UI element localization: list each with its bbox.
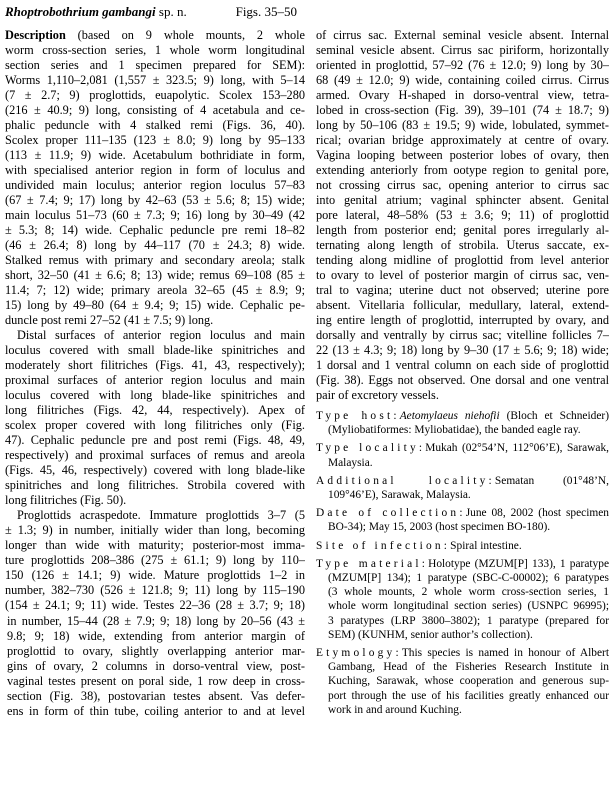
metadata-line xyxy=(316,599,609,614)
metadata-text: Sematan (01°48’N, xyxy=(494,474,609,487)
line-text: (113 ± 11.9; 9) wide. Acetabulum bothridiate in form, xyxy=(5,148,305,162)
line-text: absent. Vitellaria follicular, medullary, lateral, extend- xyxy=(316,298,609,312)
line-text: rical; ovarian bridge approximately at centre of ovary. xyxy=(316,133,609,147)
text-line xyxy=(5,373,305,388)
line-text: undivided main loculus; anterior region loculus 57–83 xyxy=(5,178,305,192)
text-line xyxy=(5,43,305,58)
text-line xyxy=(5,28,305,43)
metadata-label: Additional locality xyxy=(316,474,489,487)
text-line xyxy=(5,388,305,403)
text-line xyxy=(5,73,305,88)
text-line xyxy=(5,358,305,373)
metadata-line xyxy=(316,506,609,521)
line-text: pore lateral, 48–58% (53 ± 3.6; 9; 11) of proglottid xyxy=(316,208,609,222)
line-text: respectively) and proximal surfaces of remus and areola xyxy=(5,448,305,462)
line-text: (216 ± 40.9; 9) long, consisting of 4 acetabula and ce- xyxy=(5,103,305,117)
line-text: (154 ± 24.1; 9; 11) wide. Testes 22–36 (28 ± 3.7; 9; 18) xyxy=(5,598,305,612)
metadata-text: BO-34); May 15, 2003 (host specimen BO-180). xyxy=(328,521,551,534)
line-text: ing entire length of proglottid, interrupted by ovary, and xyxy=(316,313,609,327)
label-colon: : xyxy=(393,410,400,422)
text-line xyxy=(316,133,609,148)
text-line xyxy=(316,298,609,313)
metadata-line xyxy=(316,423,609,438)
text-line xyxy=(5,208,305,223)
text-line xyxy=(316,313,609,328)
text-line xyxy=(316,343,609,358)
metadata-text: Gambang, Head of the Fisheries Research Institute in xyxy=(328,661,609,674)
host-species: Aetomylaeus niehofii xyxy=(399,410,500,422)
metadata-line xyxy=(316,488,609,503)
line-text: proximal surfaces of anterior region loculus and main xyxy=(5,373,305,387)
line-text: Proglottids acraspedote. Immature proglottids 3–7 (5 xyxy=(17,508,305,522)
line-text: Stalked remus with primary and secondary areola; stalk xyxy=(5,253,305,267)
line-text: loculus covered with long blade-like spinitriches and xyxy=(5,388,305,402)
species-suffix: sp. n. xyxy=(158,4,187,19)
label-colon: : xyxy=(488,474,495,487)
text-line xyxy=(5,478,305,493)
species-heading xyxy=(5,4,305,19)
text-line xyxy=(5,223,305,238)
text-line xyxy=(316,358,609,373)
text-line xyxy=(5,403,305,418)
text-line xyxy=(5,553,305,568)
section-lead: Description xyxy=(5,28,66,42)
text-line xyxy=(5,448,305,463)
line-text: number, 382–730 (526 ± 121.8; 9; 11) long by 115–190 xyxy=(5,583,305,597)
line-text: Worms 1,110–2,081 (1,557 ± 323.5; 9) long, with 5–14 xyxy=(5,73,305,87)
text-line xyxy=(316,238,609,253)
species-name: Rhoptrobothrium gambangi xyxy=(5,4,156,19)
line-text: longer than wide with maturity; posterior-most imma- xyxy=(5,538,305,552)
label-colon: : xyxy=(459,507,466,520)
line-text: to ovary to level of posterior margin of cirrus sac, ven- xyxy=(316,268,609,282)
metadata-text: Malaysia. xyxy=(328,456,373,469)
metadata-line xyxy=(316,456,609,471)
text-line xyxy=(316,268,609,283)
text-line xyxy=(5,493,305,508)
text-line xyxy=(5,148,305,163)
metadata-text: June 08, 2002 (host specimen xyxy=(465,507,609,520)
metadata-line xyxy=(316,660,609,675)
text-line xyxy=(316,178,609,193)
line-text: (67 ± 7.4; 9; 17) long by 42–63 (53 ± 5.6; 8; 15) wide; xyxy=(5,193,305,207)
line-text: 150 (126 ± 14.1; 9) wide. Mature proglottids 1–2 in xyxy=(5,568,305,582)
metadata-line xyxy=(316,585,609,600)
metadata-line xyxy=(316,689,609,704)
line-text: tral to vagina; uterine duct not observed; uterine pore xyxy=(316,283,609,297)
line-text: ± 5.3; 8; 14) wide. Cephalic peduncle pre remi 18–82 xyxy=(5,223,305,237)
text-line xyxy=(7,689,305,704)
metadata-line xyxy=(316,674,609,689)
metadata-label: Type locality xyxy=(316,442,419,455)
metadata-text: (Myliobatiformes: Myliobatidae), the banded eagle ray. xyxy=(328,424,581,437)
metadata-text: Holotype (MZUM[P] 133), 1 paratype xyxy=(428,557,609,570)
text-line xyxy=(5,193,305,208)
text-line xyxy=(316,43,609,58)
metadata-text: SEM) (KUNHM, senior author’s collection). xyxy=(328,628,533,641)
metadata-text: Kuching, Sarawak, whose cooperation and generous sup- xyxy=(328,675,609,688)
line-text: long filitriches (Figs. 42, 44, respectively). Apex of xyxy=(5,403,305,417)
metadata-line xyxy=(316,409,609,424)
line-text: moderately short filitriches (Figs. 41, 43, respectively); xyxy=(5,358,305,372)
text-line xyxy=(5,568,305,583)
metadata-label: Etymology xyxy=(316,647,396,659)
line-text: scolex proper covered with long filitriches only (Fig. xyxy=(5,418,305,432)
line-text: ture proglottids 208–386 (275 ± 61.1; 9) long by 110– xyxy=(5,553,305,567)
metadata-line xyxy=(316,520,609,535)
metadata-label: Site of infection xyxy=(316,539,444,552)
line-text: 11.4; 7; 12) wide; primary areola 32–65 (45 ± 8.9; 9; xyxy=(5,283,305,297)
text-line xyxy=(5,523,305,538)
text-line xyxy=(316,58,609,73)
text-line xyxy=(5,328,305,343)
text-line xyxy=(5,298,305,313)
line-text: length from posterior end; genital pores irregularly al- xyxy=(316,223,609,237)
line-text: main loculus 51–73 (60 ± 7.3; 9; 16) long by 30–49 (42 xyxy=(5,208,305,222)
text-line xyxy=(316,28,609,43)
metadata-text: (MZUM[P] 134); 1 paratype (SBC-C-00002); 6 paratypes xyxy=(328,572,609,584)
text-line xyxy=(316,388,609,403)
line-text: Distal surfaces of anterior region loculus and main xyxy=(17,328,305,342)
line-text: (Fig. 38). Eggs not observed. One dorsal and one ventral xyxy=(316,373,609,387)
line-text: vaginal testes present on poral side, 1 row deep in cross- xyxy=(7,674,305,688)
line-text: extending anteriorly from ootype region to genital pore, xyxy=(316,163,609,177)
label-colon: : xyxy=(418,442,426,455)
line-text: seminal vesicle absent. Cirrus sac piriform, horizontally xyxy=(316,43,609,57)
label-colon: : xyxy=(443,539,451,552)
line-text: (46 ± 26.4; 8) long by 44–117 (70 ± 24.3; 8) wide. xyxy=(5,238,305,252)
metadata-text: port through the use of his facilities greatly enhanced our xyxy=(328,689,609,702)
line-text: (7 ± 2.7; 9) proglottids, euapolytic. Scolex 153–280 xyxy=(5,88,305,102)
line-text: proglottid to ovary, slightly overlapping anterior mar- xyxy=(7,644,305,658)
line-text: 9.8; 9; 18) wide, extending from anterior margin of xyxy=(7,629,305,643)
text-line xyxy=(5,463,305,478)
line-text: Vagina looping between posterior lobes of ovary, then xyxy=(316,148,609,162)
line-text: (based on 9 whole mounts, 2 whole xyxy=(65,28,305,42)
figures-reference: Figs. 35–50 xyxy=(235,4,297,19)
text-line xyxy=(316,373,609,388)
line-text: with specialised anterior region in form of loculus and xyxy=(5,163,305,177)
text-line xyxy=(316,88,609,103)
text-line xyxy=(7,674,305,689)
line-text: long filitriches (Fig. 50). xyxy=(5,493,127,507)
metadata-text: Mukah (02°54’N, 112°06’E), Sarawak, xyxy=(425,442,609,455)
line-text: ens in form of thin tube, coiling anterior to and at level xyxy=(7,704,305,718)
metadata-label: Date of collection xyxy=(316,507,460,520)
text-line xyxy=(5,433,305,448)
text-line xyxy=(316,163,609,178)
line-text: 1 dorsal and 1 ventral column on each side of proglottid xyxy=(316,358,609,372)
metadata-text: work in and around Kuching. xyxy=(328,703,462,716)
text-line xyxy=(316,148,609,163)
line-text: in number, 15–44 (28 ± 7.9; 9; 18) long by 20–56 (43 ± xyxy=(7,614,305,628)
metadata-line xyxy=(316,628,609,643)
metadata-line xyxy=(316,441,609,456)
line-text: 15) long by 49–80 (64 ± 9.4; 9; 15) wide. Cephalic pe- xyxy=(5,298,305,312)
metadata-line xyxy=(316,557,609,572)
text-line xyxy=(5,508,305,523)
line-text: ± 1.3; 9) in number, initially wider than long, becoming xyxy=(5,523,305,537)
line-text: 47). Cephalic peduncle pre and post remi (Figs. 48, 49, xyxy=(5,433,305,447)
text-line xyxy=(7,659,305,674)
metadata-label: Type host xyxy=(316,410,394,422)
text-line xyxy=(5,58,305,73)
text-line xyxy=(7,644,305,659)
text-line xyxy=(316,253,609,268)
line-text: armed. Ovary H-shaped in dorso-ventral view, tetra- xyxy=(316,88,609,102)
text-line xyxy=(316,208,609,223)
text-line xyxy=(5,268,305,283)
text-line xyxy=(5,178,305,193)
text-line xyxy=(7,614,305,629)
text-line xyxy=(5,118,305,133)
text-line xyxy=(5,343,305,358)
line-text: pair of excretory vessels. xyxy=(316,388,439,402)
metadata-text: (3 whole mounts, 2 whole worm cross-section series, 1 xyxy=(328,586,609,599)
metadata-line xyxy=(316,614,609,629)
text-line xyxy=(316,283,609,298)
text-line xyxy=(5,283,305,298)
line-text: spinitriches and long filitriches. Strobila covered with xyxy=(5,478,305,492)
metadata-label: Type material xyxy=(316,557,422,570)
text-line xyxy=(5,583,305,598)
label-colon: : xyxy=(395,647,402,659)
line-text: gins of ovary, 2 columns in dorso-ventral view, post- xyxy=(7,659,305,673)
text-line xyxy=(5,538,305,553)
text-line xyxy=(5,163,305,178)
line-text: into genital atrium; vaginal sphincter absent. Genital xyxy=(316,193,609,207)
line-text: not crossing cirrus sac, opening anterior to cirrus sac xyxy=(316,178,609,192)
text-line xyxy=(5,598,305,613)
line-text: duncle post remi 27–52 (41 ± 7.5; 9) long. xyxy=(5,313,214,327)
text-line xyxy=(5,88,305,103)
metadata-text: Spiral intestine. xyxy=(450,539,522,552)
metadata-text: 3 paratypes (LRP 3800–3802); 1 paratype (prepared for xyxy=(328,614,609,627)
line-text: of cirrus sac. External seminal vesicle absent. Internal xyxy=(316,28,609,42)
metadata-text: (Bloch et Schneider) xyxy=(499,410,609,422)
metadata-line xyxy=(316,646,609,661)
metadata-line xyxy=(316,539,609,554)
metadata-line xyxy=(316,703,609,718)
line-text: dorsally and ventrally by cirrus sac; vitelline follicles 7– xyxy=(316,328,609,342)
line-text: Scolex proper 111–135 (123 ± 8.0; 9) long by 95–133 xyxy=(5,133,305,147)
metadata-text: 109°46’E), Sarawak, Malaysia. xyxy=(328,489,471,501)
line-text: ternating along length of strobila. Uterus saccate, ex- xyxy=(316,238,609,252)
line-text: 22 (13 ± 4.3; 9; 18) long by 9–30 (17 ± 5.6; 9; 18) wide; xyxy=(316,343,609,357)
line-text: short, 32–50 (41 ± 6.6; 8; 13) wide; remus 69–108 (85 ± xyxy=(5,268,305,282)
text-line xyxy=(5,253,305,268)
text-line xyxy=(7,704,305,719)
line-text: loculus covered with small blade-like spinitriches and xyxy=(5,343,305,357)
text-line xyxy=(5,133,305,148)
metadata-text: This species is named in honour of Albert xyxy=(401,647,609,659)
label-colon: : xyxy=(421,557,429,570)
metadata-text: whole worm longitudinal section series) (USNPC 96995); xyxy=(328,600,609,613)
line-text: lobed in cross-section (Fig. 39), 39–101 (74 ± 18.7; 9) xyxy=(316,103,609,117)
text-line xyxy=(7,629,305,644)
line-text: oriented in proglottid, 57–92 (76 ± 12.0; 9) long by 30– xyxy=(316,58,609,72)
line-text: long by 50–106 (83 ± 19.5; 9) wide, lobulated, symmet- xyxy=(316,118,609,132)
text-line xyxy=(5,103,305,118)
text-line xyxy=(5,313,305,328)
text-line xyxy=(5,418,305,433)
line-text: tending along midline of proglottid from level anterior xyxy=(316,253,609,267)
text-line xyxy=(316,223,609,238)
text-line xyxy=(316,328,609,343)
metadata-line xyxy=(316,474,609,489)
text-line xyxy=(316,118,609,133)
line-text: 68 (49 ± 12.0; 9) wide, containing coiled cirrus. Cirrus xyxy=(316,73,609,87)
metadata-line xyxy=(316,571,609,586)
line-text: (Figs. 45, 46, respectively) covered with long blade-like xyxy=(5,463,305,477)
line-text: phalic peduncle with 4 stalked remi (Figs. 36, 40). xyxy=(5,118,305,132)
text-line xyxy=(316,193,609,208)
line-text: section (Fig. 38), postovarian testes absent. Vas defer- xyxy=(7,689,305,703)
line-text: worm cross-section series, 1 whole worm longitudinal xyxy=(5,43,305,57)
text-line xyxy=(5,238,305,253)
line-text: section series and 1 specimen prepared for SEM): xyxy=(5,58,305,72)
text-line xyxy=(316,73,609,88)
text-line xyxy=(316,103,609,118)
